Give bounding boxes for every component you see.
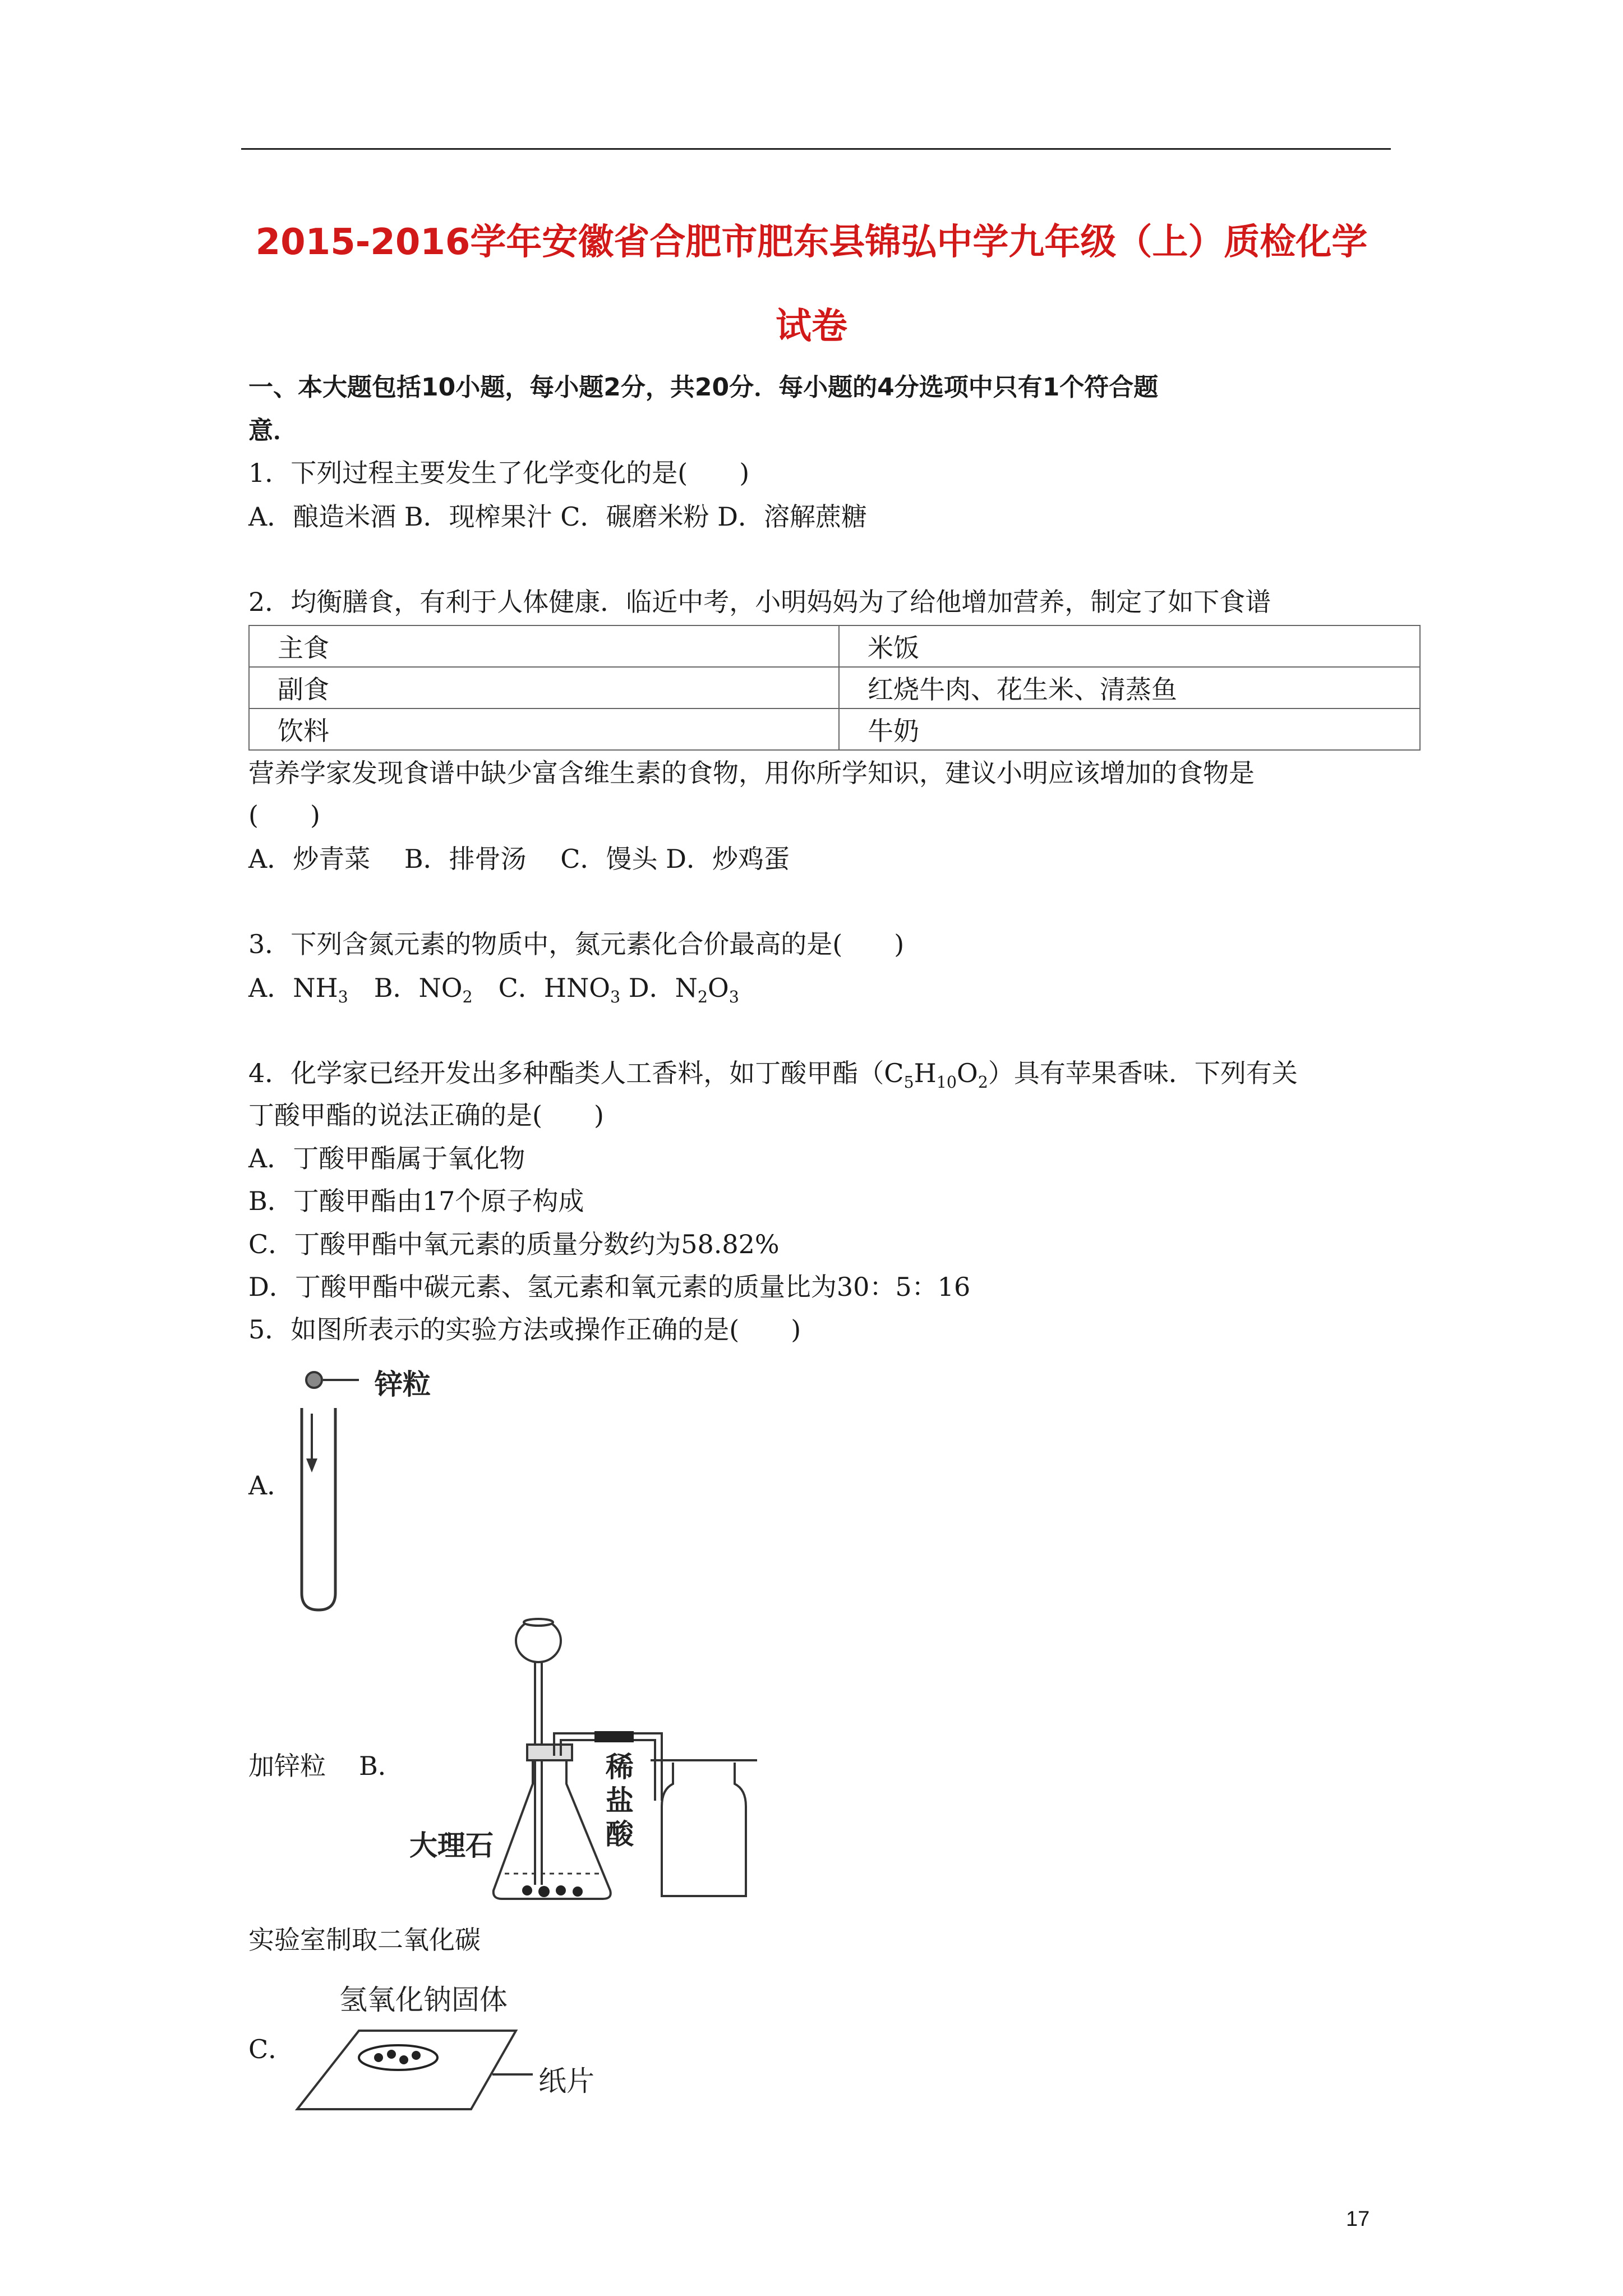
arrow-down-icon	[306, 1458, 317, 1473]
question-2-options: A．炒青菜 B．排骨汤 C．馒头 D．炒鸡蛋	[248, 844, 790, 874]
marble-piece	[522, 1885, 532, 1895]
solid-granule	[412, 2051, 421, 2060]
zinc-granule-icon	[306, 1372, 322, 1388]
subscript: 3	[728, 988, 739, 1007]
table-cell: 饮料	[249, 708, 839, 750]
marble-piece	[573, 1887, 583, 1897]
dilute-hcl-label-2: 盐	[606, 1784, 634, 1817]
stem-text: H	[914, 1058, 937, 1088]
subscript: 2	[697, 988, 708, 1007]
gas-jar-icon	[662, 1763, 746, 1896]
question-2-follow-cont: ( )	[248, 800, 320, 830]
subscript: 10	[936, 1073, 957, 1092]
stopper-icon	[527, 1745, 572, 1760]
question-1-options: A．酿造米酒 B．现榨果汁 C．碾磨米粉 D．溶解蔗糖	[248, 501, 867, 532]
header-rule	[241, 148, 1391, 150]
page-number: 17	[1346, 2207, 1370, 2231]
question-2-follow: 营养学家发现食谱中缺少富含维生素的食物，用你所学知识，建议小明应该增加的食物是	[248, 758, 1255, 788]
option-text: A．NH	[248, 973, 338, 1003]
subscript: 5	[903, 1073, 914, 1092]
option-text: C．HNO	[472, 973, 610, 1003]
dilute-hcl-label-1: 稀	[606, 1751, 634, 1783]
page-title: 2015-2016学年安徽省合肥市肥东县锦弘中学九年级（上）质检化学	[255, 222, 1368, 263]
menu-table	[248, 625, 1421, 751]
paper-label: 纸片	[538, 2065, 594, 2097]
question-4-stem	[248, 1057, 1298, 1098]
section-heading: 一、本大题包括10小题，每小题2分，共20分．每小题的4分选项中只有1个符合题	[248, 373, 1159, 402]
question-4-option-c: C．丁酸甲酯中氧元素的质量分数约为58.82%	[248, 1229, 780, 1259]
conical-flask-icon	[494, 1760, 611, 1899]
question-4-option-d: D．丁酸甲酯中碳元素、氢元素和氧元素的质量比为30：5：16	[248, 1272, 971, 1302]
subscript: 2	[462, 988, 473, 1007]
table-cell: 主食	[249, 625, 839, 667]
table-row	[249, 625, 1420, 667]
subscript: 3	[610, 988, 621, 1007]
solid-granule	[374, 2053, 383, 2062]
marble-piece	[538, 1886, 550, 1897]
table-row	[249, 667, 1420, 708]
stem-text: O	[957, 1058, 978, 1088]
question-5-stem: 5．如图所表示的实验方法或操作正确的是( )	[248, 1314, 801, 1345]
table-cell: 牛奶	[839, 708, 1420, 750]
section-heading-cont: 意．	[248, 416, 298, 445]
question-4-option-a: A．丁酸甲酯属于氧化物	[248, 1143, 525, 1174]
stem-text: ）具有苹果香味．下列有关	[988, 1058, 1298, 1088]
question-4-stem-cont: 丁酸甲酯的说法正确的是( )	[248, 1100, 604, 1130]
funnel-rim	[524, 1619, 553, 1626]
question-2-stem: 2．均衡膳食，有利于人体健康．临近中考，小明妈妈为了给他增加营养，制定了如下食谱	[248, 587, 1271, 617]
question-3-stem: 3．下列含氮元素的物质中，氮元素化合价最高的是( )	[248, 929, 905, 959]
zinc-label: 锌粒	[375, 1368, 431, 1401]
question-3-options	[248, 972, 739, 1013]
question-1-stem: 1．下列过程主要发生了化学变化的是( )	[248, 458, 750, 488]
question-5-option-a-label: A．	[248, 1470, 293, 1501]
naoh-solid-icon	[359, 2045, 437, 2070]
test-tube-icon	[302, 1408, 335, 1610]
table-cell: 米饭	[839, 625, 1420, 667]
page-title-cont: 试卷	[776, 306, 847, 347]
question-5-option-b-label: B．	[359, 1751, 404, 1781]
marble-piece	[556, 1885, 566, 1895]
question-5-caption-b: 实验室制取二氧化碳	[248, 1925, 481, 1955]
solid-granule	[387, 2050, 396, 2059]
option-text: O	[708, 973, 729, 1003]
question-5-option-c-label: C．	[248, 2034, 294, 2064]
question-4-option-b: B．丁酸甲酯由17个原子构成	[248, 1186, 584, 1216]
naoh-label: 氢氧化钠固体	[339, 1984, 508, 2016]
subscript: 2	[978, 1073, 988, 1092]
question-5-caption-a: 加锌粒	[248, 1751, 326, 1781]
solid-granule	[399, 2055, 408, 2064]
table-row	[249, 708, 1420, 750]
subscript: 3	[338, 988, 348, 1007]
paper-figure	[292, 2025, 684, 2120]
rubber-tube	[594, 1731, 634, 1742]
marble-label: 大理石	[409, 1829, 494, 1862]
option-text: D．N	[620, 973, 698, 1003]
dilute-hcl-label-3: 酸	[606, 1818, 634, 1851]
option-text: B．NO	[348, 973, 463, 1003]
table-cell: 副食	[249, 667, 839, 708]
table-cell: 红烧牛肉、花生米、清蒸鱼	[839, 667, 1420, 708]
stem-text: 4．化学家已经开发出多种酯类人工香料，如丁酸甲酯（C	[248, 1058, 904, 1088]
